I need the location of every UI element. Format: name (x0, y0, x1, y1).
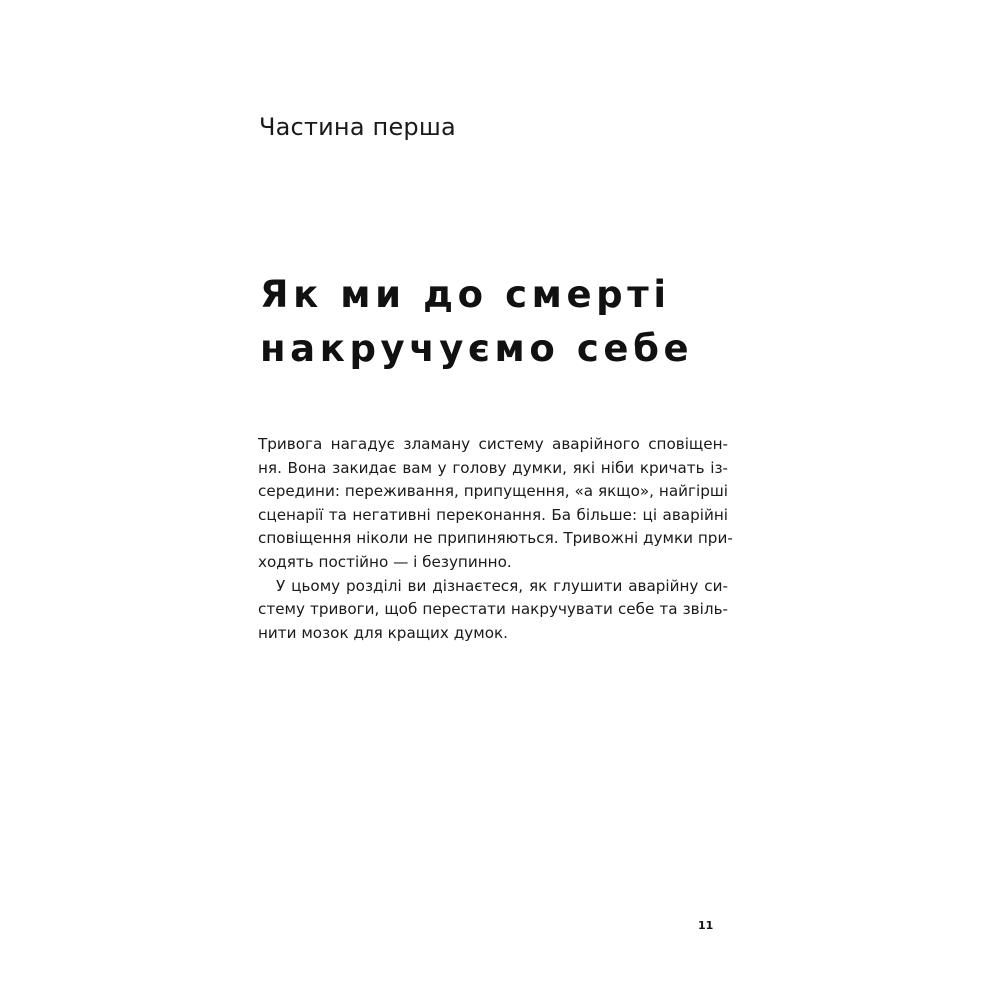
text-line: середини: переживання, припущення, «а якщо», найгірші (258, 482, 728, 501)
text-line: сценарії та негативні переконання. Ба більше: ці аварійні (258, 505, 728, 524)
chapter-title-line-1: Як ми до смерті (260, 273, 671, 316)
text-line: ходять постійно — і безупинно. (258, 552, 512, 571)
paragraph-1 (258, 433, 733, 575)
body-text (258, 433, 733, 645)
part-label: Частина перша (259, 113, 456, 141)
text-line: Тривога нагадує зламану систему аварійного сповіщен- (258, 435, 728, 453)
text-line: стему тривоги, щоб перестати накручувати себе та звіль- (258, 600, 728, 619)
paragraph-2 (258, 575, 728, 646)
page-number: 11 (698, 919, 714, 932)
text-line: нити мозок для кращих думок. (258, 623, 508, 642)
chapter-title (260, 268, 693, 376)
text-line: У цьому розділі ви дізнаєтеся, як глушити аварійну си- (276, 576, 728, 595)
chapter-title-line-2: накручуємо себе (260, 327, 694, 370)
text-line: ня. Вона закидає вам у голову думки, які ніби кричать із- (258, 458, 728, 477)
text-line: сповіщення ніколи не припиняються. Тривожні думки при- (258, 529, 733, 548)
